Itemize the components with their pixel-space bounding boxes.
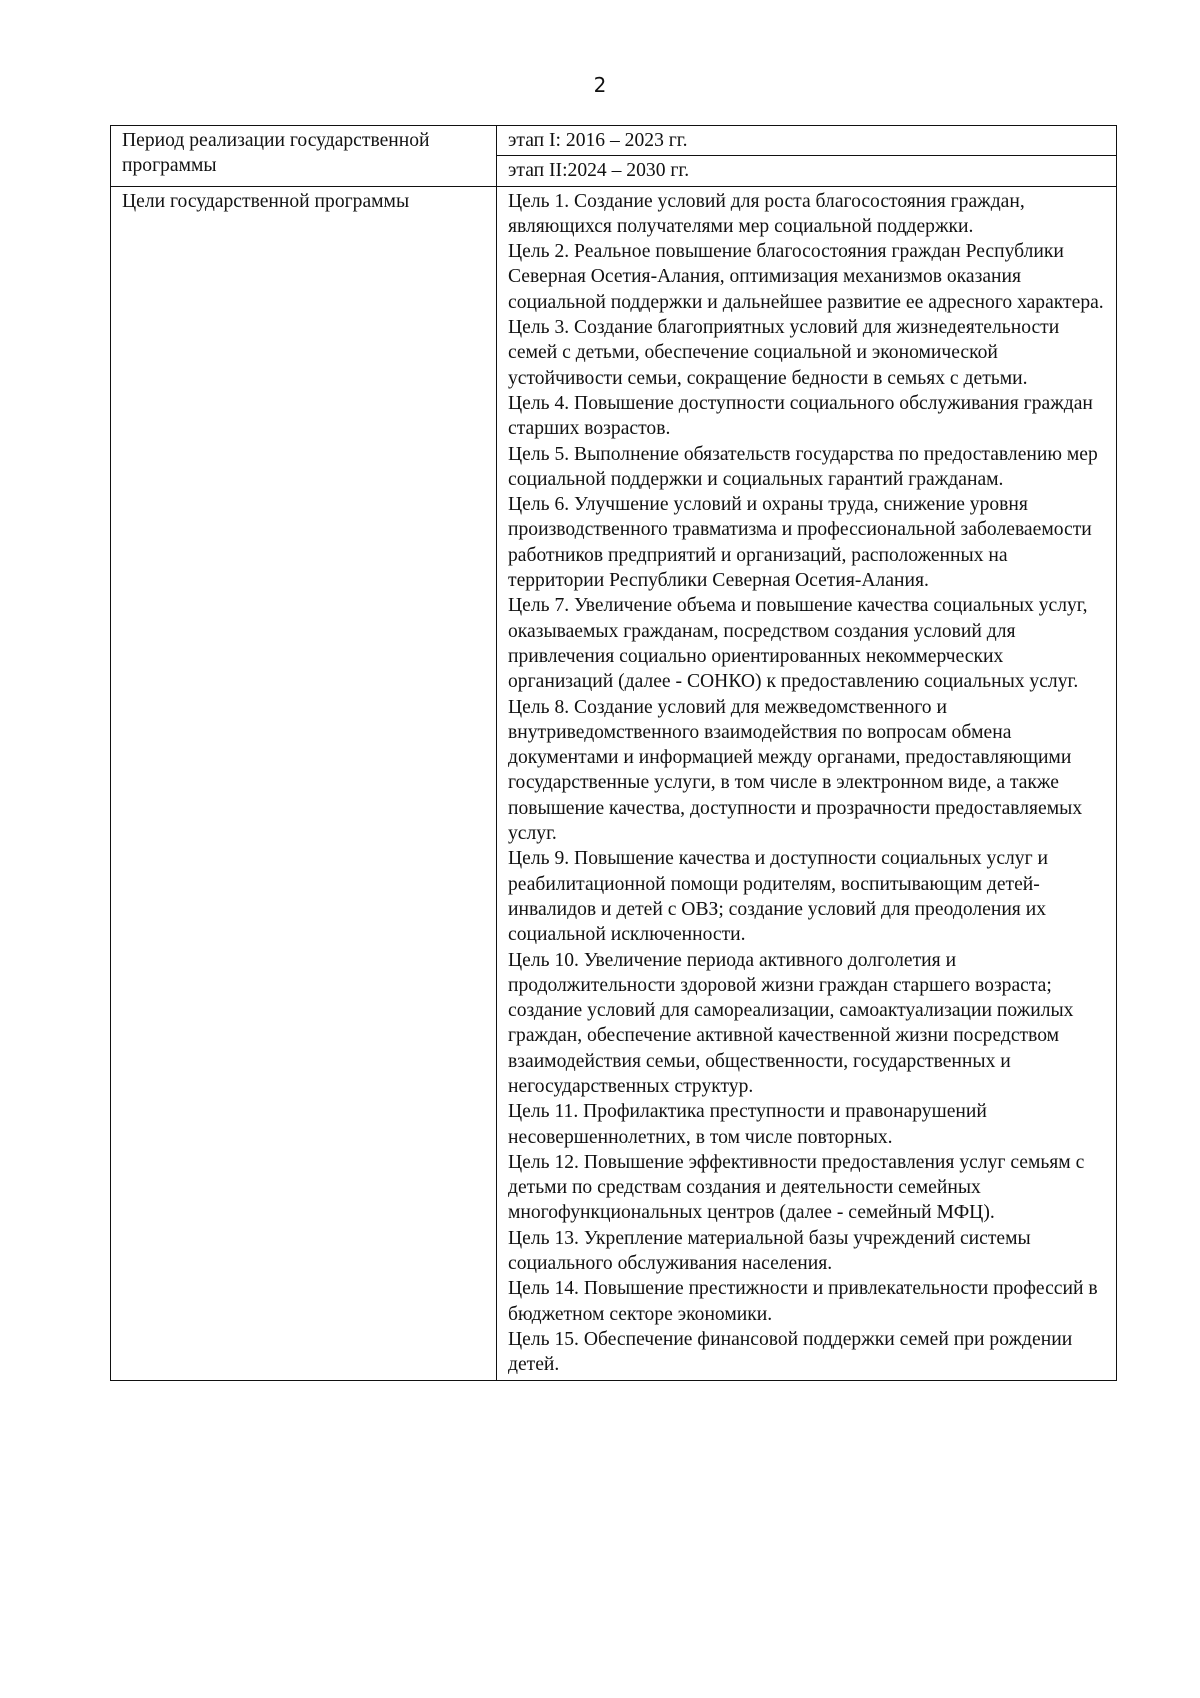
goal-2: Цель 2. Реальное повышение благосостояния граждан Республики Северная Осетия-Алания, оптимизация механизмов оказания социальной поддержки и дальнейшее развитие ее адресного характера. — [508, 241, 1104, 313]
period-row-stage1 — [111, 126, 1117, 156]
goal-12: Цель 12. Повышение эффективности предоставления услуг семьям с детьми по средствам создания и деятельности семейных многофункциональных центров (далее - семейный МФЦ). — [508, 1151, 1085, 1224]
program-passport-table — [110, 125, 1117, 1381]
goal-8: Цель 8. Создание условий для межведомственного и внутриведомственного взаимодействия по вопросам обмена документами и информацией между органами, предоставляющими государственные услуги, в том числе в электронном виде, а также повышение качества, доступности и прозрачности предоставляемых услуг. — [508, 696, 1083, 845]
goal-13: Цель 13. Укрепление материальной базы учреждений системы социального обслуживания населения. — [508, 1227, 1031, 1275]
goal-3: Цель 3. Создание благоприятных условий для жизнедеятельности семей с детьми, обеспечение социальной и экономической устойчивости семьи, сокращение бедности в семьях с детьми. — [508, 317, 1060, 389]
goal-5: Цель 5. Выполнение обязательств государства по предоставлению мер социальной поддержки и социальных гарантий гражданам. — [508, 443, 1098, 490]
goal-1: Цель 1. Создание условий для роста благосостояния граждан, являющихся получателями мер социальной поддержки. — [508, 190, 1025, 237]
goal-10: Цель 10. Увеличение периода активного долголетия и продолжительности здоровой жизни граждан старшего возраста; создание условий для самореализации, самоактуализации пожилых граждан, обеспечение активной качественной жизни посредством взаимодействия семьи, общественности, государственных и негосударственных структур. — [508, 949, 1074, 1097]
goal-9: Цель 9. Повышение качества и доступности социальных услуг и реабилитационной помощи родителям, воспитывающим детей-инвалидов и детей с ОВЗ; создание условий для преодоления их социальной исключенности. — [508, 848, 1049, 946]
goal-14: Цель 14. Повышение престижности и привлекательности профессий в бюджетном секторе экономики. — [508, 1278, 1098, 1325]
goal-4: Цель 4. Повышение доступности социального обслуживания граждан старших возрастов. — [508, 392, 1093, 440]
stage1-cell: этап I: 2016 – 2023 гг. — [497, 126, 1117, 156]
goals-cell — [497, 186, 1117, 1380]
goal-11: Цель 11. Профилактика преступности и правонарушений несовершеннолетних, в том числе повторных. — [508, 1101, 987, 1148]
goal-7: Цель 7. Увеличение объема и повышение качества социальных услуг, оказываемых гражданам, посредством создания условий для привлечения социально ориентированных некоммерческих организаций (далее - СОНКО) к предоставлению социальных услуг. — [508, 595, 1088, 693]
period-label: Период реализации государственной программы — [111, 126, 497, 187]
goals-row — [111, 186, 1117, 1380]
stage2-cell: этап II:2024 – 2030 гг. — [497, 156, 1117, 186]
page-number: 2 — [593, 73, 607, 97]
goals-label: Цели государственной программы — [111, 186, 497, 1380]
goal-15: Цель 15. Обеспечение финансовой поддержки семей при рождении детей. — [508, 1328, 1073, 1376]
goal-6: Цель 6. Улучшение условий и охраны труда, снижение уровня производственного травматизма и профессиональной заболеваемости работников предприятий и организаций, расположенных на территории Республики Северная Осетия-Алания. — [508, 494, 1092, 592]
